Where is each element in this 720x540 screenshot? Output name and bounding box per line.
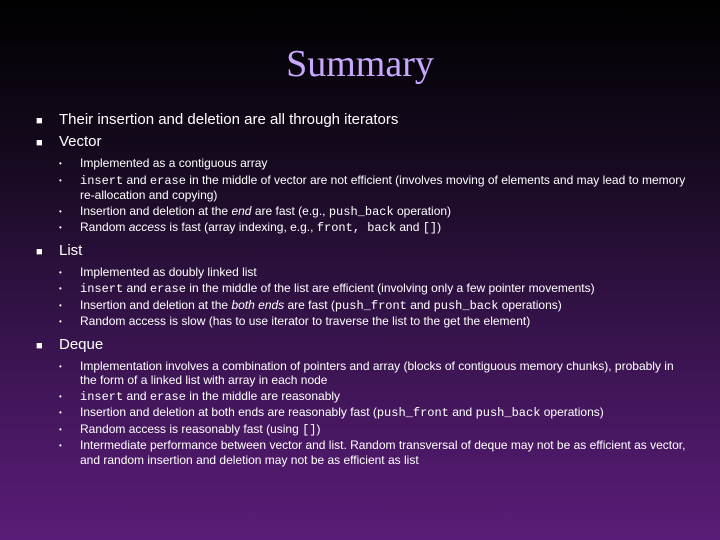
bullet-dot-icon: • [59, 317, 62, 326]
item-text: Intermediate performance between vector and list. Random transversal of deque may not be as efficient as vector, and random insertion and deletion may not be as efficient as list [80, 438, 686, 467]
code-erase: erase [149, 282, 186, 296]
bullet-dot-icon: • [59, 300, 62, 310]
text-part: Random [80, 220, 129, 234]
text-part: Insertion and deletion at the [80, 297, 232, 312]
deque-item [59, 438, 686, 467]
slide-title: Summary [286, 43, 434, 85]
item-text [80, 173, 686, 203]
code-push-front: push_front [334, 298, 407, 313]
bullet-dot-icon: • [59, 223, 62, 232]
list-item [59, 281, 686, 297]
deque-sublist [59, 359, 686, 468]
bullet-dot-icon: • [59, 441, 62, 450]
vector-item [59, 220, 686, 236]
code-insert: insert [80, 173, 124, 188]
bullet-vector [36, 132, 686, 153]
item-text: Implementation involves a combination of pointers and array (blocks of contiguous memory chunks), probably in the form of a linked list with array in each node [80, 358, 674, 387]
item-text: Implemented as doubly linked list [80, 264, 257, 279]
emphasis: both ends [231, 297, 285, 312]
deque-item [59, 422, 686, 438]
list-item [59, 298, 686, 314]
text-part: Insertion and deletion at both ends are reasonably fast ( [80, 405, 377, 419]
text-part: operations) [498, 297, 562, 312]
bullet-dot-icon: • [59, 408, 62, 417]
bullet-dot-icon: • [59, 206, 62, 216]
text-part: and [123, 172, 150, 187]
bullet-dot-icon: • [59, 159, 62, 168]
item-text [80, 405, 604, 421]
code-brackets: [] [302, 422, 317, 437]
item-text [80, 422, 321, 438]
text-part: in the middle of the list are efficient (involving only a few pointer movements) [185, 281, 595, 295]
text-part: are fast ( [284, 297, 335, 312]
text-part: are fast (e.g., [251, 203, 329, 218]
bullet-square-icon: ■ [36, 339, 43, 352]
slide-content [36, 110, 686, 472]
bullet-iterators [36, 110, 686, 131]
bullet-dot-icon: • [59, 267, 62, 277]
text-part: and [448, 405, 476, 419]
text-part: and [123, 388, 150, 403]
code-push-back: push_back [475, 406, 541, 420]
bullet-square-icon: ■ [36, 245, 43, 258]
code-erase: erase [149, 173, 186, 188]
deque-item [59, 359, 686, 388]
code-push-back: push_back [433, 298, 499, 313]
item-text [80, 389, 340, 405]
bullet-dot-icon: • [59, 391, 62, 401]
bullet-list [36, 241, 686, 262]
code-brackets: [] [422, 221, 438, 235]
bullet-text: Deque [59, 335, 104, 353]
bullet-text: Vector [59, 133, 102, 150]
emphasis: access [128, 220, 167, 234]
text-part: operation) [393, 203, 452, 218]
item-text [80, 204, 451, 220]
code-push-back: push_back [328, 204, 394, 219]
deque-item [59, 389, 686, 405]
bullet-deque [36, 335, 686, 356]
vector-item [59, 156, 686, 172]
code-insert: insert [80, 282, 124, 296]
code-push-front: push_front [376, 406, 449, 420]
vector-item [59, 173, 686, 203]
bullet-dot-icon: • [59, 424, 62, 434]
text-part: Insertion and deletion at the [80, 203, 232, 218]
item-text: Implemented as a contiguous array [80, 156, 268, 170]
text-part: and [123, 281, 150, 295]
vector-sublist [59, 156, 686, 236]
text-part: and [396, 220, 423, 234]
bullet-square-icon: ■ [36, 115, 43, 127]
text-part: in the middle are reasonably [185, 388, 341, 403]
item-text: Random access is slow (has to use iterator to traverse the list to the get the element) [80, 314, 531, 328]
bullet-text: List [59, 241, 83, 259]
text-part: in the middle of vector are not efficient (involves moving of elements and may lead to memory re-allocation and copying) [80, 172, 686, 202]
bullet-dot-icon: • [59, 175, 62, 185]
bullet-dot-icon: • [59, 361, 62, 371]
deque-item [59, 405, 686, 421]
list-item [59, 265, 686, 281]
code-front: front [316, 221, 353, 235]
text-part: and [406, 297, 434, 312]
text-part: operations) [540, 405, 604, 419]
bullet-dot-icon: • [59, 284, 62, 293]
text-part: , [352, 221, 368, 235]
text-part: ) [316, 421, 321, 436]
code-insert: insert [80, 389, 124, 404]
code-back: back [367, 221, 397, 235]
item-text [80, 298, 562, 314]
text-part: Random access is reasonably fast (using [80, 421, 303, 436]
item-text [80, 220, 441, 236]
vector-item [59, 204, 686, 220]
text-part: ) [437, 220, 442, 234]
emphasis: end [231, 203, 252, 218]
text-part: is fast (array indexing, e.g., [166, 220, 317, 234]
list-item [59, 314, 686, 330]
bullet-text: Their insertion and deletion are all through iterators [59, 111, 399, 128]
bullet-square-icon: ■ [36, 137, 43, 149]
list-sublist [59, 265, 686, 330]
item-text [80, 281, 595, 297]
code-erase: erase [149, 389, 186, 404]
